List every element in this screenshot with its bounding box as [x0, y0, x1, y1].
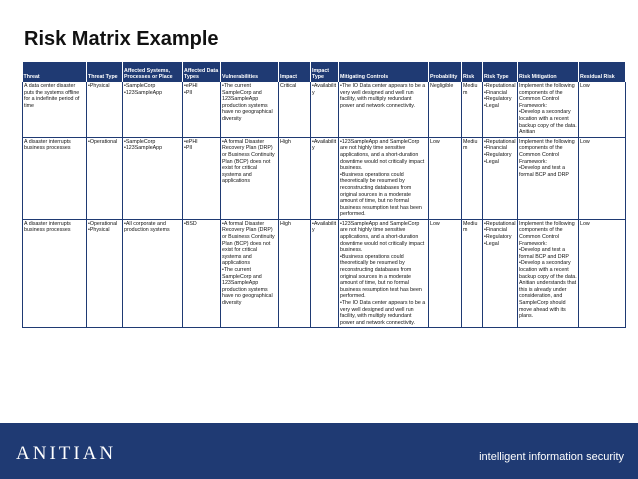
page-title: Risk Matrix Example — [24, 28, 219, 50]
cell-text: A disaster interrupts business processes — [24, 220, 71, 234]
column-header: Mitigating Controls — [339, 62, 429, 82]
cell-text: Low — [430, 138, 440, 145]
cell-text: •123SampleApp — [124, 145, 163, 152]
cell-data-types — [183, 137, 221, 219]
cell-residual-risk — [579, 137, 626, 219]
cell-affected-systems — [123, 137, 183, 219]
cell-text: Implement the following components of the Common Control Framework: — [519, 220, 575, 247]
cell-text: Medium — [463, 220, 478, 234]
cell-impact — [279, 219, 311, 328]
cell-text: •Develop a secondary location with a recent backup copy of the data. Anitian — [519, 109, 577, 136]
cell-text: Critical — [280, 83, 297, 89]
cell-text: •PII — [184, 89, 193, 96]
cell-text: •Availability — [312, 220, 337, 234]
cell-text: •Develop and test a formal BCP and DRP — [519, 165, 569, 178]
cell-risk-type — [483, 82, 518, 137]
footer-bar — [0, 423, 638, 479]
cell-text: •Regulatory — [484, 234, 512, 241]
cell-text: •All corporate and production systems — [124, 220, 170, 234]
column-header: Threat Type — [87, 62, 123, 82]
cell-threat-type — [87, 219, 123, 328]
cell-impact — [279, 82, 311, 137]
cell-text: •The current SampleCorp and 123SampleApp production systems have no geographical diversity — [222, 83, 273, 122]
cell-affected-systems — [123, 219, 183, 328]
cell-risk-type — [483, 137, 518, 219]
column-header: Affected Systems, Processes or Place — [123, 62, 183, 82]
column-header: Threat — [23, 62, 87, 82]
cell-text: •Regulatory — [484, 151, 512, 158]
cell-probability — [429, 219, 462, 328]
cell-text: •Develop a secondary location with a recent backup copy of the data. Anitian understands that this is already under consideration, and SampleCorp should move ahead with its plans. — [519, 260, 577, 320]
cell-threat — [23, 219, 87, 328]
cell-text: •Develop and test a formal BCP and DRP — [519, 247, 569, 260]
cell-text: •Financial — [484, 89, 508, 96]
cell-risk-mitigation — [518, 219, 579, 328]
cell-mitigating-controls — [339, 82, 429, 137]
cell-text: •Legal — [484, 102, 499, 109]
risk-matrix-table — [22, 62, 625, 328]
cell-text: •Physical — [88, 83, 110, 89]
column-header: Vulnerabilities — [221, 62, 279, 82]
cell-text: Negligible — [430, 83, 454, 89]
cell-threat-type — [87, 82, 123, 137]
cell-text: •Reputational — [484, 83, 516, 89]
cell-text: •Financial — [484, 227, 508, 234]
cell-text: •PII — [184, 145, 193, 152]
cell-data-types — [183, 219, 221, 328]
cell-text: •Reputational — [484, 220, 516, 227]
cell-probability — [429, 137, 462, 219]
anitian-logo: ANITIAN — [16, 443, 117, 464]
cell-text: •A formal Disaster Recovery Plan (DRP) or Business Continuity Plan (BCP) does not exist for critical systems and applications — [222, 220, 275, 267]
cell-probability — [429, 82, 462, 137]
cell-threat — [23, 82, 87, 137]
cell-text: •The IO Data center appears to be a very well designed and well run facility, with multiply redundant power and network connectivity. — [340, 300, 426, 326]
table-row — [23, 137, 626, 219]
column-header: Residual Risk — [579, 62, 626, 82]
cell-residual-risk — [579, 82, 626, 137]
column-header: Probability — [429, 62, 462, 82]
table-row — [23, 219, 626, 328]
cell-mitigating-controls — [339, 219, 429, 328]
cell-text: •Physical — [88, 227, 110, 234]
cell-text: •The current SampleCorp and 123SampleApp production systems have no geographical diversity — [222, 267, 273, 306]
cell-text: Implement the following components of the Common Control Framework: — [519, 83, 575, 109]
cell-text: •SampleCorp — [124, 83, 156, 89]
cell-text: •ePHI — [184, 83, 198, 89]
column-header: Risk Mitigation — [518, 62, 579, 82]
column-header: Risk Type — [483, 62, 518, 82]
cell-text: •Availability — [312, 83, 337, 96]
column-header: Risk — [462, 62, 483, 82]
table-body — [23, 82, 626, 328]
cell-mitigating-controls — [339, 137, 429, 219]
cell-text: •Regulatory — [484, 96, 512, 103]
cell-text: Low — [580, 220, 590, 227]
cell-impact-type — [311, 137, 339, 219]
cell-text: •Operational — [88, 220, 118, 227]
cell-threat — [23, 137, 87, 219]
column-header: Affected Data Types — [183, 62, 221, 82]
footer-tagline: intelligent information security — [479, 451, 624, 463]
cell-risk — [462, 137, 483, 219]
cell-risk — [462, 82, 483, 137]
cell-risk-type — [483, 219, 518, 328]
cell-risk-mitigation — [518, 82, 579, 137]
cell-text: •A formal Disaster Recovery Plan (DRP) or Business Continuity Plan (BCP) does not exist for critical systems and applications — [222, 138, 275, 185]
cell-text: A disaster interrupts business processes — [24, 138, 71, 152]
cell-text: A data center disaster puts the systems offline for a indefinite period of time — [24, 83, 80, 109]
cell-affected-systems — [123, 82, 183, 137]
cell-text: •123SampleApp and SampleCorp are not highly time sensitive applications, and a short-duration downtime would not critically impact business. — [340, 220, 425, 254]
table-row — [23, 82, 626, 137]
cell-text: Low — [430, 220, 440, 227]
cell-text: Low — [580, 138, 590, 145]
cell-text: •ePHI — [184, 138, 198, 145]
cell-text: •Availability — [312, 138, 337, 152]
cell-residual-risk — [579, 219, 626, 328]
cell-text: •SampleCorp — [124, 138, 156, 145]
cell-impact-type — [311, 82, 339, 137]
cell-vulnerabilities — [221, 82, 279, 137]
cell-risk-mitigation — [518, 137, 579, 219]
cell-text: •Financial — [484, 145, 508, 152]
cell-text: •Legal — [484, 158, 499, 165]
cell-vulnerabilities — [221, 219, 279, 328]
cell-risk — [462, 219, 483, 328]
cell-data-types — [183, 82, 221, 137]
cell-text: •123SampleApp and SampleCorp are not highly time sensitive applications, and a short-duration downtime would not critically impact business. — [340, 138, 425, 172]
header-row — [23, 62, 626, 82]
cell-vulnerabilities — [221, 137, 279, 219]
cell-text: •Business operations could theoretically be resumed by reconstructing databases from original sources in a moderate amount of time, but no formal business resumption test has been performed. — [340, 253, 422, 300]
cell-text: Low — [580, 83, 590, 89]
column-header: Impact Type — [311, 62, 339, 82]
cell-text: •BSD — [184, 220, 197, 227]
cell-impact-type — [311, 219, 339, 328]
cell-impact — [279, 137, 311, 219]
cell-text: •The IO Data center appears to be a very well designed and well run facility, with multiply redundant power and network connectivity. — [340, 83, 426, 109]
cell-text: Implement the following components of the Common Control Framework: — [519, 138, 575, 165]
cell-text: •Operational — [88, 138, 118, 145]
cell-text: •Reputational — [484, 138, 516, 145]
cell-text: Medium — [463, 83, 478, 96]
cell-text: Medium — [463, 138, 478, 152]
cell-text: High — [280, 220, 291, 227]
cell-text: •123SampleApp — [124, 89, 163, 96]
cell-threat-type — [87, 137, 123, 219]
cell-text: High — [280, 138, 291, 145]
cell-text: •Legal — [484, 240, 499, 247]
column-header: Impact — [279, 62, 311, 82]
cell-text: •Business operations could theoretically be resumed by reconstructing databases from original sources in a moderate amount of time, but no formal business resumption test has been performed. — [340, 171, 422, 218]
